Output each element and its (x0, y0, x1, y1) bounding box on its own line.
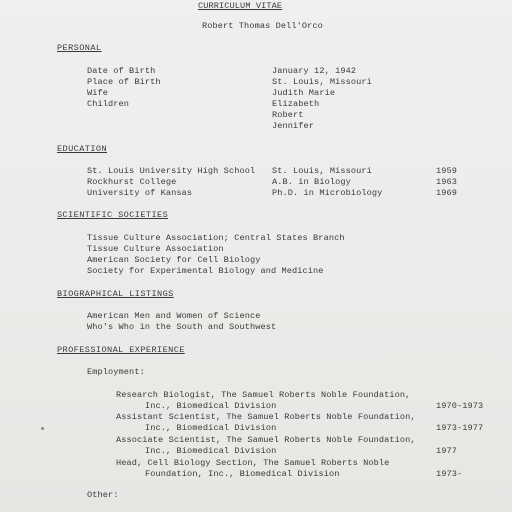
personal-value: Elizabeth (272, 99, 320, 109)
other-label: Other: (87, 490, 119, 500)
personal-value: Robert (272, 110, 304, 120)
document-title: CURRICULUM VITAE (198, 1, 283, 11)
education-year: 1963 (436, 177, 458, 187)
employment-division: Foundation, Inc., Biomedical Division (145, 469, 340, 479)
employment-title: Associate Scientist, The Samuel Roberts Noble Foundation, (116, 435, 416, 445)
personal-value: January 12, 1942 (272, 66, 357, 76)
society-item: Society for Experimental Biology and Medicine (87, 266, 324, 276)
education-school: University of Kansas (87, 188, 193, 198)
society-item: American Society for Cell Biology (87, 255, 261, 265)
section-heading-listings: BIOGRAPHICAL LISTINGS (57, 289, 174, 299)
employment-years: 1973-1977 (436, 423, 484, 433)
education-year: 1969 (436, 188, 458, 198)
section-heading-personal: PERSONAL (57, 43, 102, 53)
section-heading-societies: SCIENTIFIC SOCIETIES (57, 210, 169, 220)
society-item: Tissue Culture Association (87, 244, 224, 254)
education-school: St. Louis University High School (87, 166, 256, 176)
education-school: Rockhurst College (87, 177, 177, 187)
employment-title: Assistant Scientist, The Samuel Roberts Noble Foundation, (116, 412, 416, 422)
education-detail: Ph.D. in Microbiology (272, 188, 383, 198)
education-year: 1959 (436, 166, 458, 176)
section-heading-education: EDUCATION (57, 144, 108, 154)
employment-label: Employment: (87, 367, 145, 377)
society-item: Tissue Culture Association; Central States Branch (87, 233, 345, 243)
education-detail: St. Louis, Missouri (272, 166, 372, 176)
employment-years: 1970-1973 (436, 401, 484, 411)
section-heading-experience: PROFESSIONAL EXPERIENCE (57, 345, 185, 355)
employment-years: 1977 (436, 446, 458, 456)
personal-value: Judith Marie (272, 88, 336, 98)
education-detail: A.B. in Biology (272, 177, 351, 187)
personal-value: Jennifer (272, 121, 315, 131)
personal-value: St. Louis, Missouri (272, 77, 372, 87)
person-name: Robert Thomas Dell'Orco (202, 21, 323, 31)
employment-division: Inc., Biomedical Division (145, 423, 277, 433)
employment-title: Head, Cell Biology Section, The Samuel Roberts Noble (116, 458, 390, 468)
listing-item: Who's Who in the South and Southwest (87, 322, 277, 332)
personal-label: Date of Birth (87, 66, 156, 76)
personal-label: Wife (87, 88, 109, 98)
listing-item: American Men and Women of Science (87, 311, 261, 321)
employment-title: Research Biologist, The Samuel Roberts Noble Foundation, (116, 390, 411, 400)
scan-speck (41, 427, 44, 430)
personal-label: Place of Birth (87, 77, 161, 87)
employment-division: Inc., Biomedical Division (145, 446, 277, 456)
personal-label: Children (87, 99, 130, 109)
employment-division: Inc., Biomedical Division (145, 401, 277, 411)
employment-years: 1973- (436, 469, 463, 479)
